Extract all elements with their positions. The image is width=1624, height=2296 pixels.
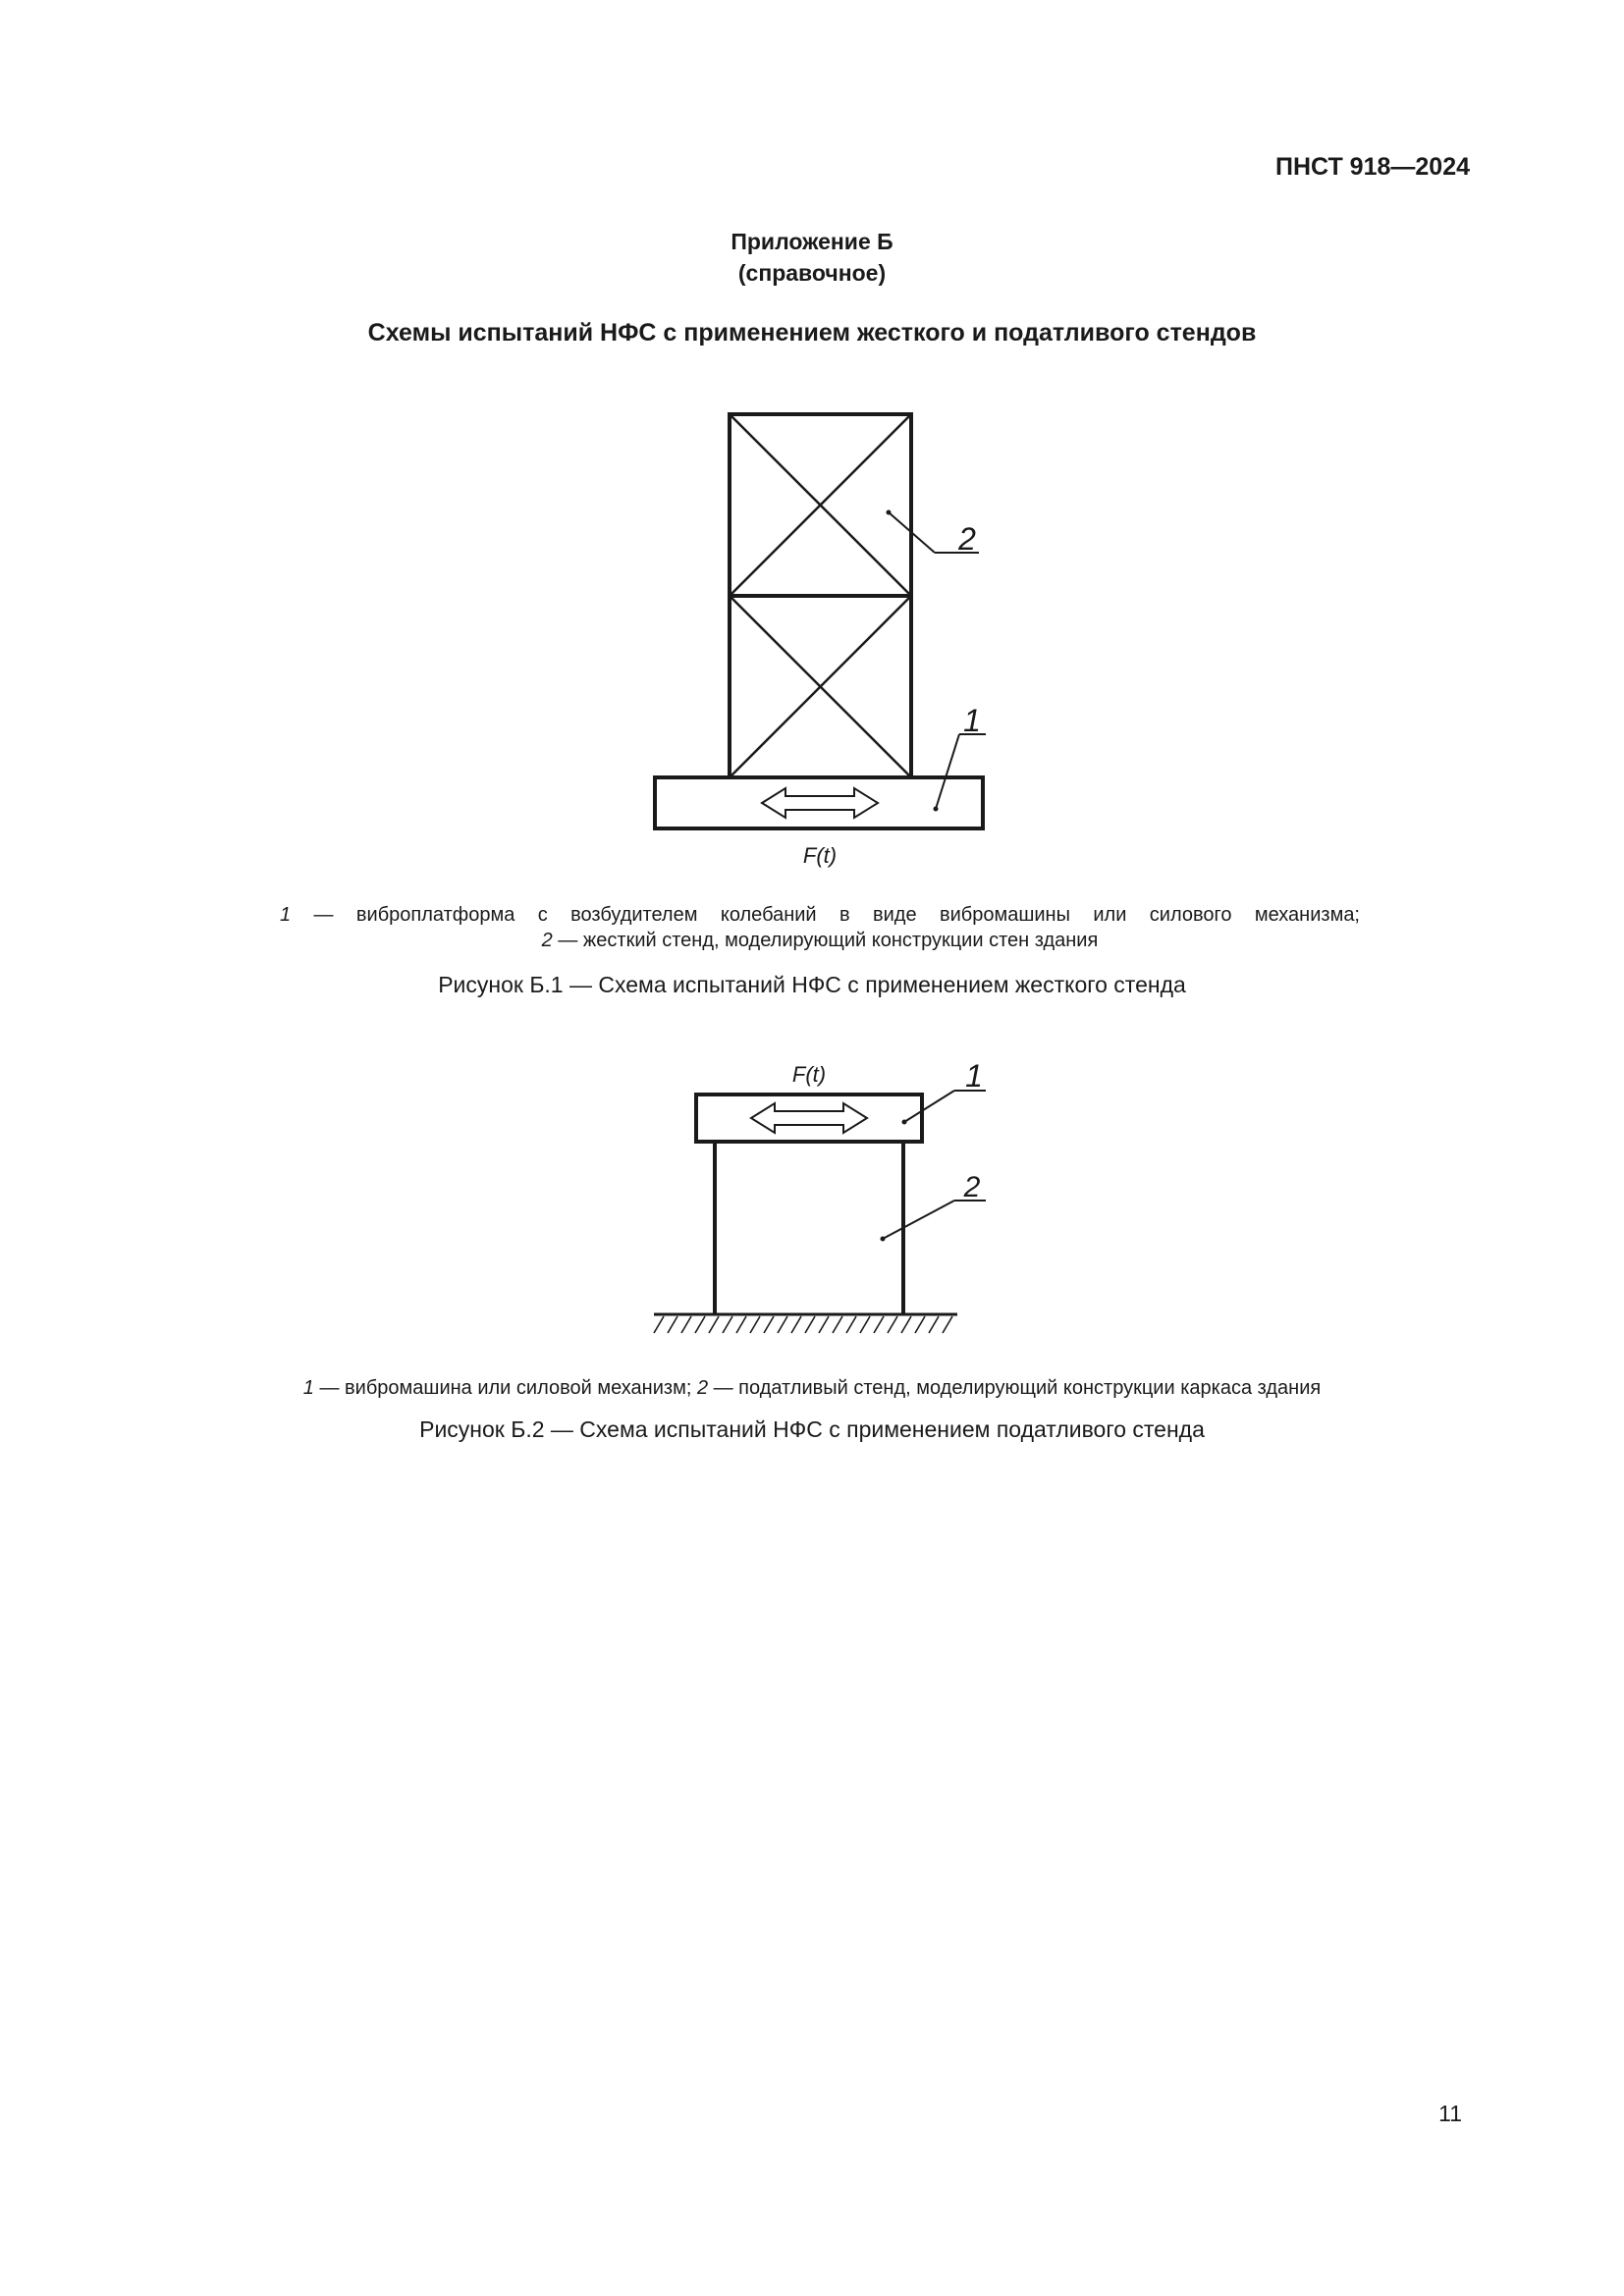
appendix-subtitle: (справочное) — [737, 260, 887, 286]
legend-1-line-2 — [280, 928, 1360, 953]
callout-2-label: 2 — [958, 521, 976, 557]
figure-2-caption: Рисунок Б.2 — Схема испытаний НФС с применением податливого стенда — [419, 1416, 1205, 1442]
legend-2-num-1: 1 — [302, 1377, 314, 1399]
legend-1-text-2: — жесткий стенд, моделирующий конструкции стен здания — [558, 930, 1099, 951]
fig2-callout-1-label: 1 — [965, 1058, 983, 1094]
legend-2-text-1: — вибромашина или силовой механизм; — [319, 1377, 692, 1399]
fig2-callout-2-dot — [881, 1237, 886, 1242]
figure-2-legend — [0, 1375, 1624, 1401]
appendix-title: Приложение Б — [731, 229, 893, 254]
document-code: ПНСТ 918—2024 — [1275, 153, 1470, 181]
force-label: F(t) — [802, 843, 838, 868]
page-number: 11 — [1438, 2101, 1462, 2126]
legend-1-num-1: 1 — [280, 904, 292, 926]
legend-1-line-1 — [280, 902, 1360, 928]
section-title: Схемы испытаний НФС с применением жесткого и податливого стендов — [367, 319, 1257, 347]
legend-2-text-2: — податливый стенд, моделирующий конструкции каркаса здания — [713, 1377, 1322, 1399]
appendix-heading — [0, 226, 1624, 289]
fig2-force-label: F(t) — [791, 1062, 827, 1087]
fig2-callout-2-label: 2 — [963, 1171, 981, 1203]
callout-1-label: 1 — [963, 703, 981, 738]
callout-1-dot — [934, 807, 939, 812]
ground-hatching — [654, 1316, 952, 1333]
legend-1-text-1: — виброплатформа с возбудителем колебаний в виде вибромашины или силового механизма; — [313, 904, 1360, 926]
figure-1-diagram — [0, 402, 1624, 874]
figure-1-caption: Рисунок Б.1 — Схема испытаний НФС с применением жесткого стенда — [438, 972, 1186, 997]
legend-2-num-2: 2 — [696, 1377, 709, 1399]
legend-1-num-2: 2 — [541, 930, 553, 951]
figure-2-diagram — [0, 1050, 1624, 1345]
callout-2-dot — [887, 510, 892, 515]
fig2-callout-1-dot — [902, 1120, 907, 1125]
figure-1-legend — [280, 902, 1360, 953]
fig2-callout-2-leader — [883, 1201, 954, 1239]
